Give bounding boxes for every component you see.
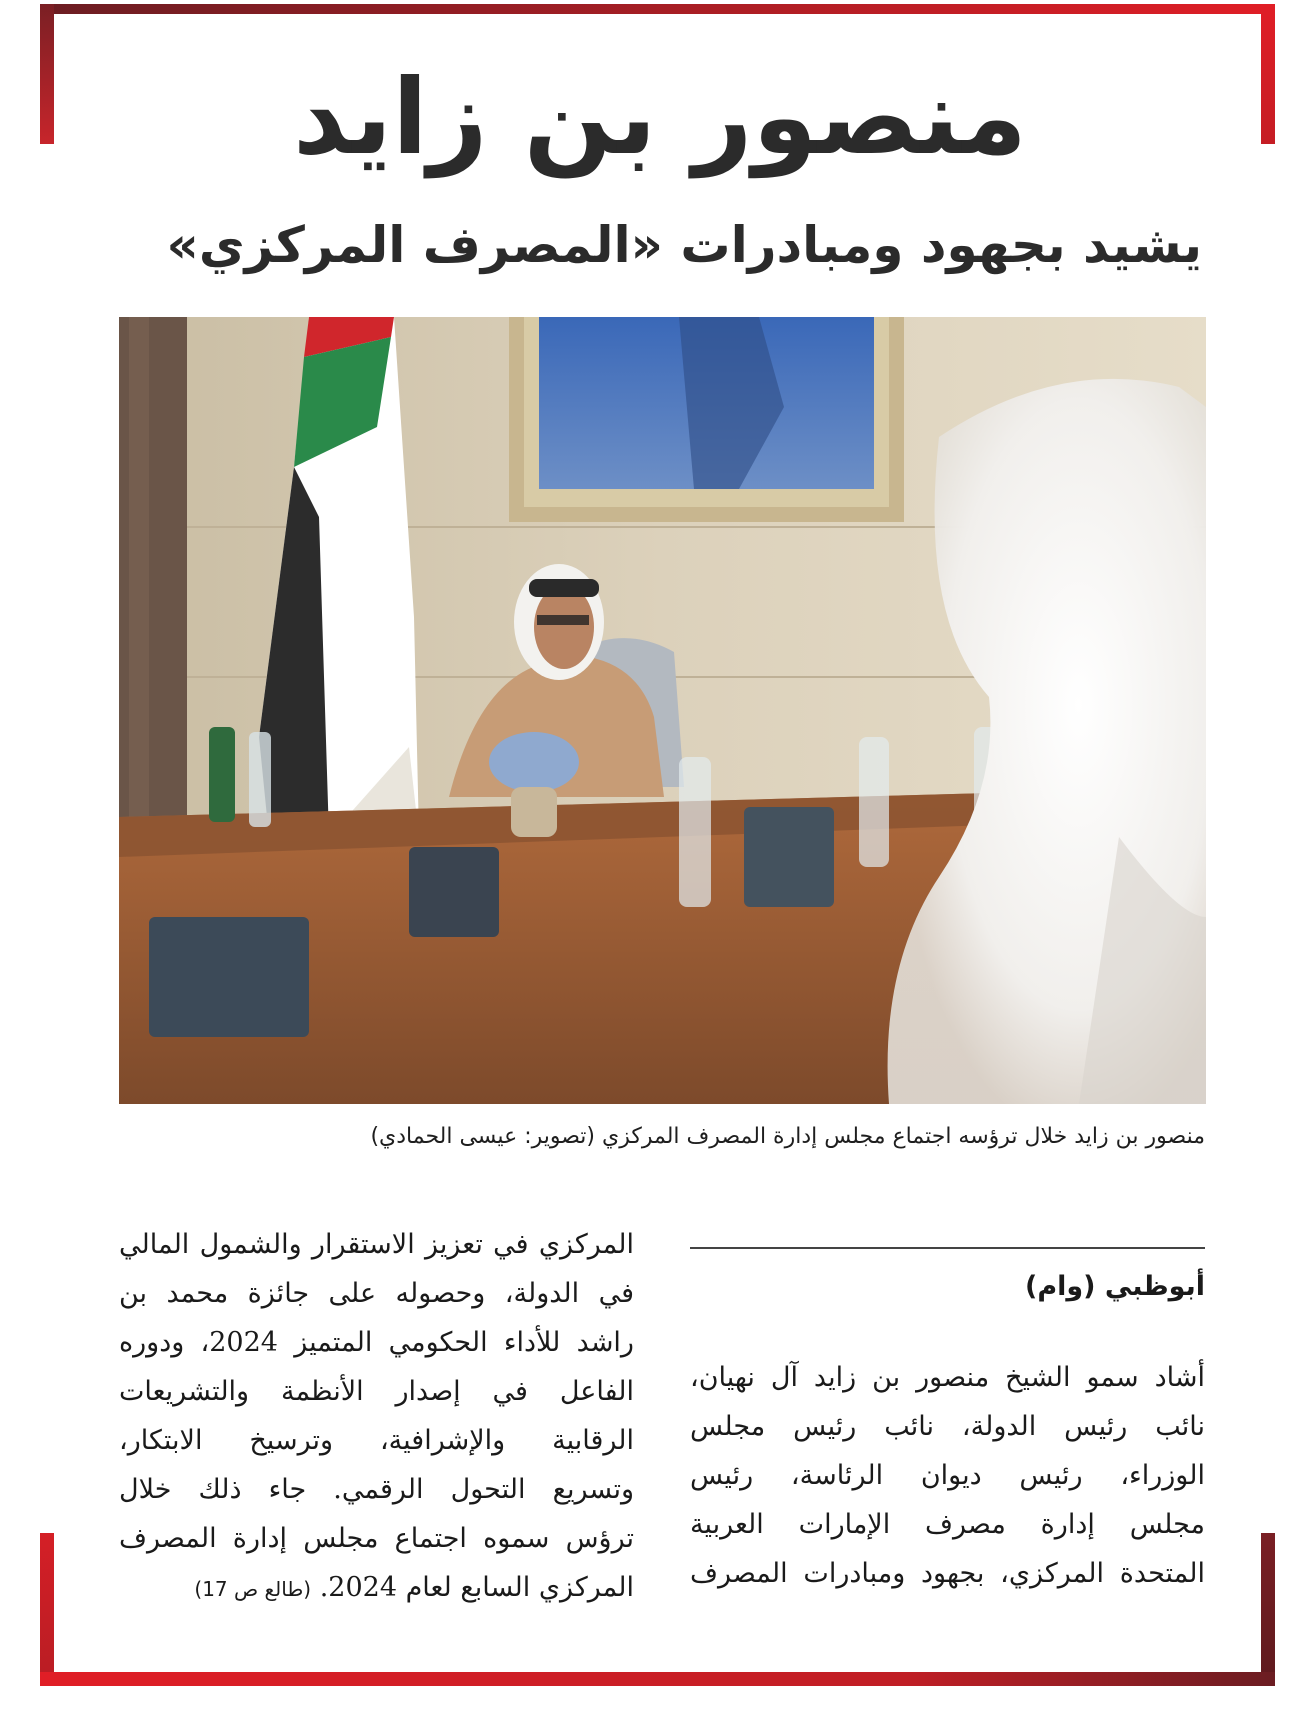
body-line: أشاد سمو الشيخ منصور بن زايد آل نهيان، <box>690 1362 1205 1393</box>
body-line: ترؤس سموه اجتماع مجلس إدارة المصرف <box>119 1523 634 1554</box>
headline: منصور بن زايد <box>292 56 1028 178</box>
article-photo <box>119 317 1206 1104</box>
subheadline: يشيد بجهود ومبادرات «المصرف المركزي» <box>166 216 1202 274</box>
body-line: الفاعل في إصدار الأنظمة والتشريعات <box>119 1376 634 1407</box>
top-frame-bar <box>40 4 1275 14</box>
body-line: نائب رئيس الدولة، نائب رئيس مجلس <box>690 1411 1205 1442</box>
continued-reference[interactable]: (طالع ص 17) <box>194 1577 312 1601</box>
dateline-rule <box>690 1247 1205 1249</box>
body-line: الوزراء، رئيس ديوان الرئاسة، رئيس <box>690 1460 1205 1491</box>
body-line: راشد للأداء الحكومي المتميز 2024، ودوره <box>119 1327 634 1358</box>
body-line: المركزي في تعزيز الاستقرار والشمول المالي <box>119 1229 634 1260</box>
body-line: مجلس إدارة مصرف الإمارات العربية <box>690 1509 1205 1540</box>
body-line: المتحدة المركزي، بجهود ومبادرات المصرف <box>690 1558 1205 1589</box>
body-line-final <box>119 1563 634 1614</box>
bottom-right-frame-corner <box>1261 1533 1275 1686</box>
photo-caption: منصور بن زايد خلال ترؤسه اجتماع مجلس إدارة المصرف المركزي (تصوير: عيسى الحمادي) <box>370 1124 1205 1149</box>
body-line: الرقابية والإشرافية، وترسيخ الابتكار، <box>119 1425 634 1456</box>
body-column-left <box>119 1220 634 1614</box>
body-line: وتسريع التحول الرقمي. جاء ذلك خلال <box>119 1474 634 1505</box>
top-right-frame-corner <box>1261 4 1275 144</box>
body-line: في الدولة، وحصوله على جائزة محمد بن <box>119 1278 634 1309</box>
bottom-frame-bar <box>40 1672 1275 1686</box>
body-last-text: المركزي السابع لعام 2024. <box>319 1572 634 1603</box>
dateline: أبوظبي (وام) <box>1025 1271 1205 1302</box>
top-left-frame-corner <box>40 4 54 144</box>
bottom-left-frame-corner <box>40 1533 54 1686</box>
body-column-right <box>690 1353 1205 1598</box>
